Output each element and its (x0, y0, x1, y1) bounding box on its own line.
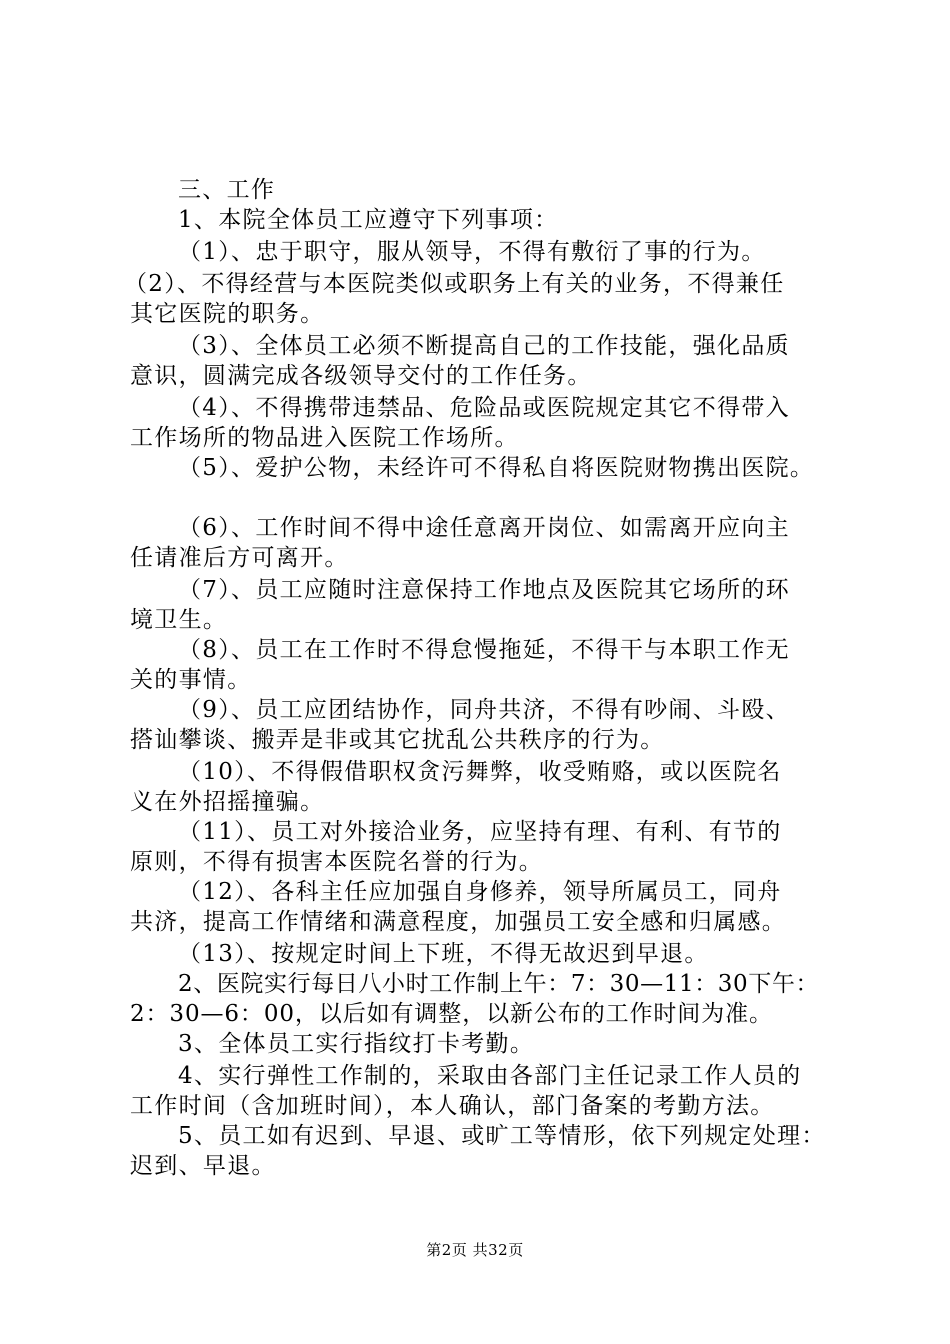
paragraph-line: 工作场所的物品进入医院工作场所。 (130, 425, 519, 451)
paragraph-line: （2）、不得经营与本医院类似或职务上有关的业务，不得兼任 (124, 271, 785, 297)
paragraph-line: 任请准后方可离开。 (130, 545, 349, 571)
paragraph-line: （3）、全体员工必须不断提高自己的工作技能，强化品质 (178, 333, 790, 359)
paragraph-line: （6）、工作时间不得中途任意离开岗位、如需离开应向主 (178, 515, 790, 541)
paragraph-line: 意识，圆满完成各级领导交付的工作任务。 (130, 363, 592, 389)
paragraph-line: 5、员工如有迟到、早退、或旷工等情形，依下列规定处理： (178, 1123, 826, 1149)
paragraph-line: 境卫生。 (130, 607, 228, 633)
paragraph-line: 迟到、早退。 (130, 1153, 276, 1179)
paragraph-line: （1）、忠于职守，服从领导，不得有敷衍了事的行为。 (178, 239, 766, 265)
paragraph-line: 原则，不得有损害本医院名誉的行为。 (130, 849, 544, 875)
paragraph-line: （12）、各科主任应加强自身修养，领导所属员工，同舟 (178, 879, 782, 905)
page-footer: 第2页 共32页 (426, 1241, 524, 1259)
paragraph-line: 3、全体员工实行指纹打卡考勤。 (178, 1031, 535, 1057)
paragraph-line: 义在外招摇撞骗。 (130, 789, 325, 815)
paragraph-line: 4、实行弹性工作制的，采取由各部门主任记录工作人员的 (178, 1063, 802, 1089)
paragraph-line: （9）、员工应团结协作，同舟共济，不得有吵闹、斗殴、 (178, 697, 790, 723)
paragraph-line: 2、医院实行每日八小时工作制上午：7：30—11：30下午： (178, 971, 820, 997)
paragraph-line: （8）、员工在工作时不得怠慢拖延，不得干与本职工作无 (178, 637, 790, 663)
paragraph-line: 其它医院的职务。 (130, 301, 325, 327)
paragraph-line: 共济，提高工作情绪和满意程度，加强员工安全感和归属感。 (130, 909, 787, 935)
paragraph-line: （5）、爱护公物，未经许可不得私自将医院财物携出医院。 (178, 455, 815, 481)
paragraph-line: （10）、不得假借职权贪污舞弊，收受贿赂，或以医院名 (178, 759, 782, 785)
paragraph-line: 1、本院全体员工应遵守下列事项： (178, 207, 559, 233)
paragraph-line: （7）、员工应随时注意保持工作地点及医院其它场所的环 (178, 577, 790, 603)
paragraph-line: （4）、不得携带违禁品、危险品或医院规定其它不得带入 (178, 395, 790, 421)
paragraph-line: 搭讪攀谈、搬弄是非或其它扰乱公共秩序的行为。 (130, 727, 665, 753)
paragraph-line: 2：30—6：00，以后如有调整，以新公布的工作时间为准。 (130, 1001, 773, 1027)
paragraph-line: 工作时间（含加班时间），本人确认，部门备案的考勤方法。 (130, 1093, 775, 1119)
paragraph-line: （13）、按规定时间上下班，不得无故迟到早退。 (178, 941, 709, 967)
paragraph-line: 关的事情。 (130, 667, 252, 693)
paragraph-line: （11）、员工对外接洽业务，应坚持有理、有利、有节的 (178, 819, 782, 845)
section-heading: 三、工作 (178, 177, 276, 203)
